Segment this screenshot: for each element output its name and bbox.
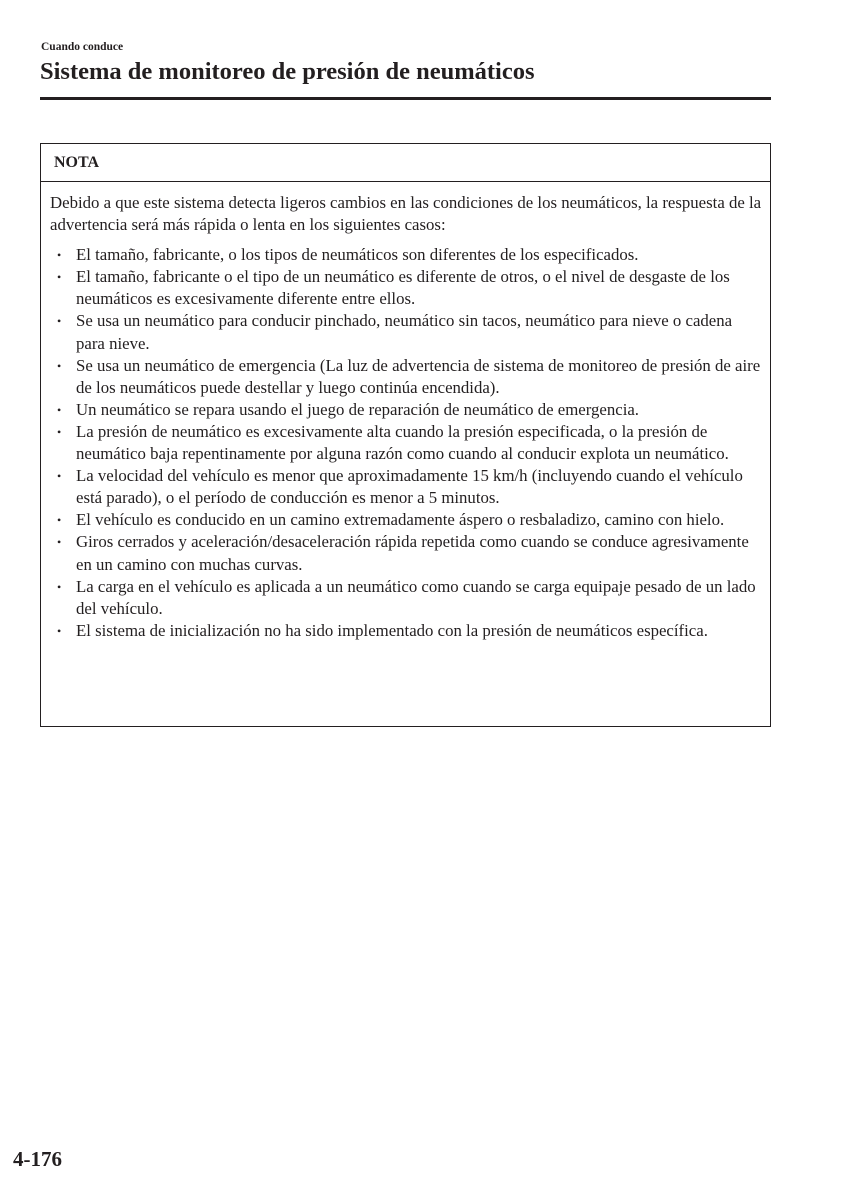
bullet-icon: • bbox=[57, 248, 62, 263]
bullet-icon: • bbox=[57, 623, 62, 638]
note-item-text: Un neumático se repara usando el juego de reparación de neumático de emergencia. bbox=[76, 399, 640, 419]
note-item-text: Se usa un neumático para conducir pinchado, neumático sin tacos, neumático para nieve o cadena para nieve. bbox=[76, 311, 733, 353]
note-item-text: La carga en el vehículo es aplicada a un neumático como cuando se carga equipaje pesado de un lado del vehículo. bbox=[76, 576, 756, 618]
note-box bbox=[40, 143, 771, 727]
bullet-icon: • bbox=[57, 579, 62, 594]
note-item-text: Se usa un neumático de emergencia (La luz de advertencia de sistema de monitoreo de presión de aire de los neumáticos puede destellar y luego continúa encendida). bbox=[76, 355, 761, 397]
note-list-item bbox=[50, 465, 763, 509]
note-item-text: El tamaño, fabricante, o los tipos de neumáticos son diferentes de los especificados. bbox=[76, 245, 639, 265]
note-list-item bbox=[50, 399, 763, 421]
note-list bbox=[50, 244, 763, 642]
bullet-icon: • bbox=[57, 270, 62, 285]
bullet-icon: • bbox=[57, 358, 62, 373]
bullet-icon: • bbox=[57, 424, 62, 439]
note-intro: Debido a que este sistema detecta ligeros cambios en las condiciones de los neumáticos, la respuesta de la advertencia será más rápida o lenta en los siguientes casos: bbox=[50, 193, 762, 235]
note-body bbox=[41, 182, 770, 642]
bullet-icon: • bbox=[57, 469, 62, 484]
note-item-text: El sistema de inicialización no ha sido implementado con la presión de neumáticos específica. bbox=[76, 620, 708, 640]
note-list-item bbox=[50, 531, 763, 575]
bullet-icon: • bbox=[57, 402, 62, 417]
title-divider bbox=[40, 97, 771, 100]
note-label: NOTA bbox=[41, 144, 770, 182]
note-item-text: Giros cerrados y aceleración/desaceleración rápida repetida como cuando se conduce agresivamente en un camino con muchas curvas. bbox=[76, 532, 749, 574]
bullet-icon: • bbox=[57, 535, 62, 550]
note-item-text: El vehículo es conducido en un camino extremadamente áspero o resbaladizo, camino con hielo. bbox=[76, 510, 725, 530]
note-list-item bbox=[50, 421, 763, 465]
bullet-icon: • bbox=[57, 314, 62, 329]
page-title: Sistema de monitoreo de presión de neumáticos bbox=[40, 58, 535, 85]
note-list-item bbox=[50, 244, 763, 266]
bullet-icon: • bbox=[57, 513, 62, 528]
note-list-item bbox=[50, 310, 763, 354]
note-list-item bbox=[50, 620, 763, 642]
page-number: 4-176 bbox=[13, 1147, 62, 1171]
note-list-item bbox=[50, 576, 763, 620]
note-item-text: La velocidad del vehículo es menor que aproximadamente 15 km/h (incluyendo cuando el vehículo está parado), o el período de conducción es menor a 5 minutos. bbox=[76, 466, 743, 508]
note-item-text: El tamaño, fabricante o el tipo de un neumático es diferente de otros, o el nivel de desgaste de los neumáticos es excesivamente diferente entre ellos. bbox=[76, 267, 730, 309]
section-label: Cuando conduce bbox=[41, 41, 124, 53]
note-list-item bbox=[50, 266, 763, 310]
note-list-item bbox=[50, 355, 763, 399]
note-list-item bbox=[50, 509, 763, 531]
note-item-text: La presión de neumático es excesivamente alta cuando la presión especificada, o la presión de neumático baja repentinamente por alguna razón como cuando al conducir explota un neumático. bbox=[76, 421, 729, 464]
